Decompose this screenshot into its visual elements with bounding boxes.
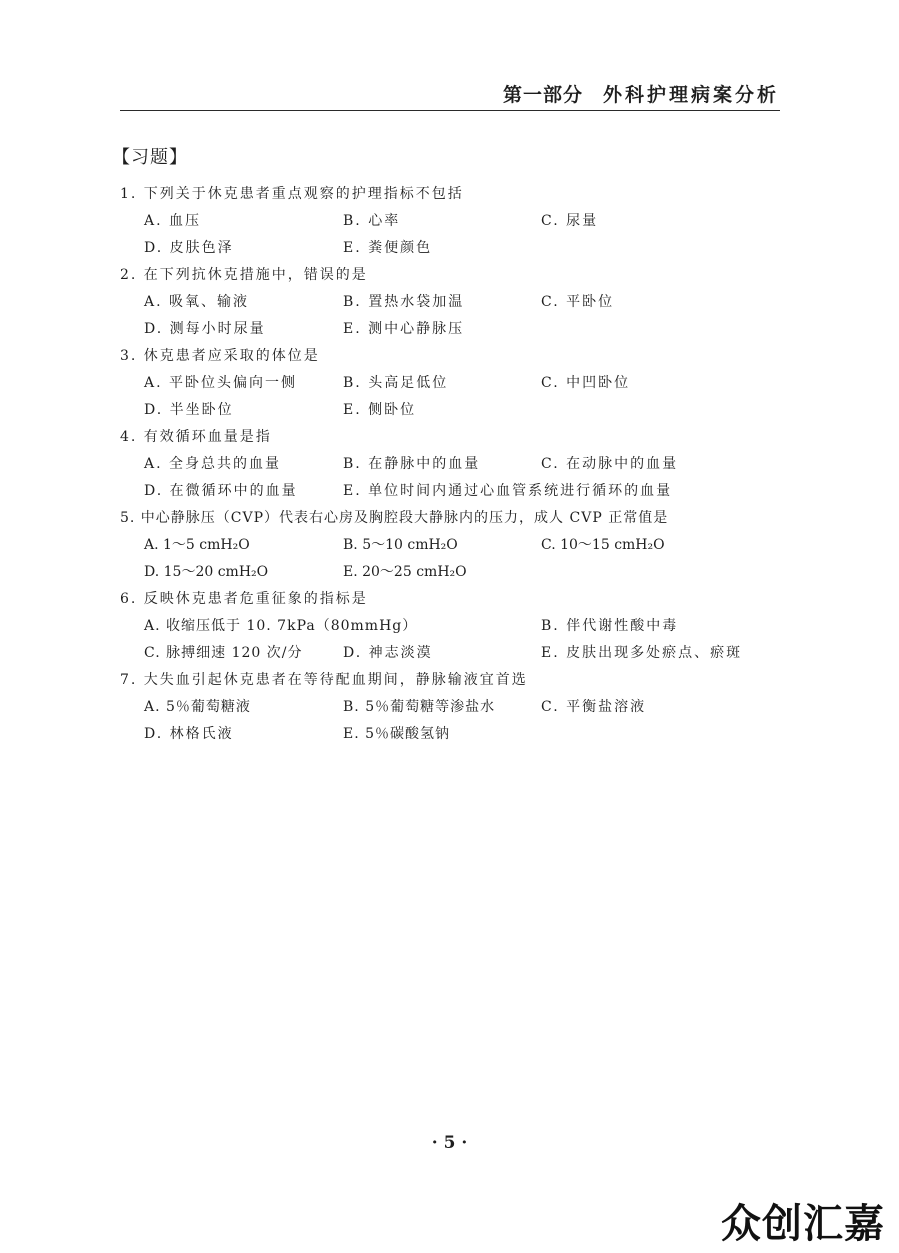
option-b: B. 置热水袋加温 xyxy=(343,294,465,310)
question-list xyxy=(120,183,800,750)
option-a: A. 吸氧、输液 xyxy=(144,294,250,310)
option-e: E. 5％碳酸氢钠 xyxy=(343,726,451,742)
option-a: A. 全身总共的血量 xyxy=(144,456,282,472)
question-3 xyxy=(120,345,800,426)
watermark-logo: 众创汇嘉 xyxy=(721,1201,885,1247)
option-c: C. 中凹卧位 xyxy=(541,375,631,391)
question-stem: 2. 在下列抗休克措施中，错误的是 xyxy=(120,267,368,283)
option-row xyxy=(120,318,800,345)
option-c: C. 尿量 xyxy=(541,213,599,229)
option-b: B. 伴代谢性酸中毒 xyxy=(541,618,679,634)
option-e: E. 粪便颜色 xyxy=(343,240,433,256)
option-row xyxy=(120,210,800,237)
question-stem: 6. 反映休克患者危重征象的指标是 xyxy=(120,591,368,607)
option-d: D. 在微循环中的血量 xyxy=(144,483,298,499)
option-row xyxy=(120,696,800,723)
question-6 xyxy=(120,588,800,669)
option-a: A. 收缩压低于 10. 7kPa（80mmHg） xyxy=(144,618,418,634)
option-e: E. 皮肤出现多处瘀点、瘀斑 xyxy=(541,645,743,661)
question-4 xyxy=(120,426,800,507)
option-b: B. 在静脉中的血量 xyxy=(343,456,481,472)
question-stem: 5. 中心静脉压（CVP）代表右心房及胸腔段大静脉内的压力，成人 CVP 正常值是 xyxy=(120,510,669,526)
header-rule xyxy=(120,110,780,111)
question-stem: 7. 大失血引起休克患者在等待配血期间，静脉输液宜首选 xyxy=(120,672,528,688)
option-d: D. 神志淡漠 xyxy=(343,645,433,661)
option-d: D. 皮肤色泽 xyxy=(144,240,234,256)
option-e: E. 侧卧位 xyxy=(343,402,417,418)
option-row xyxy=(120,642,800,669)
option-b: B. 5～10 cmH₂O xyxy=(343,537,458,553)
option-c: C. 平衡盐溶液 xyxy=(541,699,647,715)
question-2 xyxy=(120,264,800,345)
option-c: C. 10～15 cmH₂O xyxy=(541,537,665,553)
question-7 xyxy=(120,669,800,750)
page-number: · 5 · xyxy=(431,1133,468,1153)
option-a: A. 1～5 cmH₂O xyxy=(144,537,250,553)
option-e: E. 测中心静脉压 xyxy=(343,321,465,337)
option-row xyxy=(120,291,800,318)
option-row xyxy=(120,237,800,264)
option-row xyxy=(120,453,800,480)
option-b: B. 5％葡萄糖等渗盐水 xyxy=(343,699,496,715)
option-a: A. 平卧位头偏向一侧 xyxy=(144,375,298,391)
running-header xyxy=(503,80,779,107)
option-row xyxy=(120,399,800,426)
option-b: B. 头高足低位 xyxy=(343,375,449,391)
option-row xyxy=(120,615,800,642)
option-d: D. 测每小时尿量 xyxy=(144,321,266,337)
option-a: A. 5％葡萄糖液 xyxy=(144,699,251,715)
option-c: C. 平卧位 xyxy=(541,294,615,310)
option-d: D. 半坐卧位 xyxy=(144,402,234,418)
question-stem: 3. 休克患者应采取的体位是 xyxy=(120,348,320,364)
option-a: A. 血压 xyxy=(144,213,202,229)
option-e: E. 20～25 cmH₂O xyxy=(343,564,467,580)
option-row xyxy=(120,534,800,561)
header-part: 第一部分 xyxy=(502,84,583,106)
option-row xyxy=(120,372,800,399)
option-d: D. 林格氏液 xyxy=(144,726,234,742)
question-stem: 4. 有效循环血量是指 xyxy=(120,429,272,445)
option-d: D. 15～20 cmH₂O xyxy=(144,564,269,580)
section-title: 【习题】 xyxy=(112,147,188,168)
question-1 xyxy=(120,183,800,264)
option-row xyxy=(120,561,800,588)
option-c: C. 脉搏细速 120 次/分 xyxy=(144,645,303,661)
option-c: C. 在动脉中的血量 xyxy=(541,456,679,472)
header-title: 外科护理病案分析 xyxy=(602,84,779,106)
option-e: E. 单位时间内通过心血管系统进行循环的血量 xyxy=(343,483,673,499)
option-row xyxy=(120,723,800,750)
question-5 xyxy=(120,507,800,588)
option-row xyxy=(120,480,800,507)
question-stem: 1. 下列关于休克患者重点观察的护理指标不包括 xyxy=(120,186,464,202)
option-b: B. 心率 xyxy=(343,213,401,229)
